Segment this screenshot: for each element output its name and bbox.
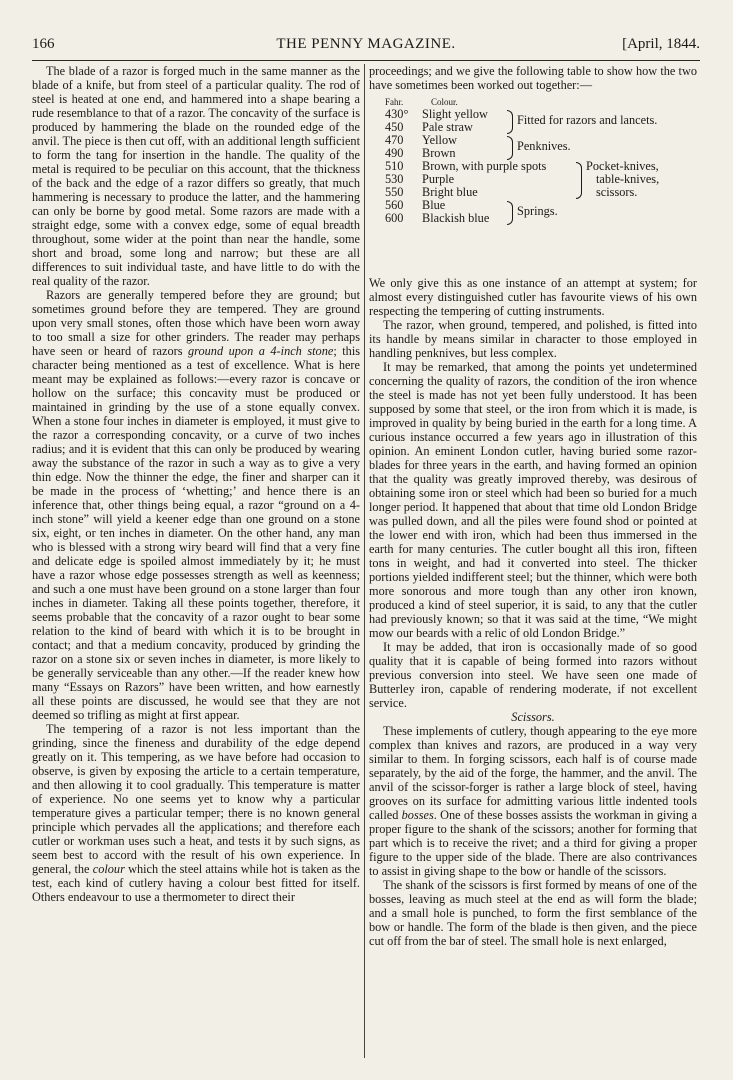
table-row: 430° Slight yellow	[385, 107, 488, 121]
table-row: 510 Brown, with purple spots	[385, 159, 547, 173]
table-row: 560 Blue	[385, 198, 446, 212]
group-label-table-knives: table-knives,	[596, 172, 660, 186]
brace-razors	[507, 110, 513, 134]
table-row: 470 Yellow	[385, 133, 457, 147]
table-row: 530 Purple	[385, 172, 455, 186]
paragraph-scissors-forging: These implements of cutlery, though appearing to the eye more complex than knives and razors, are produced in a way very similar to them. In forging scissors, each half is of course made separately, by the aid of the forge, the hammer, and the anvil. The anvil of the scissor-forger is rather a large block of steel, having grooves on its surface for admitting various little indented tools called bosses. One of these bosses assists the workman in giving a proper figure to the shank of the scissors; another for forming that part which is to receive the rivet; and a third for giving a proper figure to the upper side of the blade. There are also contrivances to assist in giving shape to the bow or handle of the scissors.	[369, 724, 697, 878]
group-label-razors: Fitted for razors and lancets.	[517, 113, 658, 127]
left-column	[32, 64, 360, 904]
table-row: 600 Blackish blue	[385, 211, 490, 225]
emphasis-colour: colour	[92, 862, 125, 876]
table-header-fahrenheit: Fahr.	[385, 97, 404, 107]
paragraph-system: We only give this as one instance of an attempt at system; for almost every distinguished cutler has favourite views of his own respecting the tempering of cutting instruments.	[369, 276, 697, 318]
group-label-penknives: Penknives.	[517, 139, 571, 153]
page-number: 166	[32, 36, 55, 52]
paragraph-handle: The razor, when ground, tempered, and polished, is fitted into its handle by means similar in character to those employed in handling penknives, but less complex.	[369, 318, 697, 360]
brace-springs	[507, 201, 513, 225]
paragraph-razor-tempering: The tempering of a razor is not less important than the grinding, since the fineness and durability of the edge depend greatly on it. This tempering, as we have before had occasion to observe, is given by exposing the article to a certain temperature, and then allowing it to cool gradually. This temperature is matter of experience. No one seems yet to know why a particular temperature gives a particular temper; there is no known general principle which pervades all the applications; and therefore each cutler or workman uses such a heat, and tests it by such signs, as seem best to accord with the result of his own experience. In general, the colour which the steel attains while hot is taken as the test, each kind of cutlery having a colour best fitted for itself. Others endeavour to use a thermometer to direct their	[32, 722, 360, 904]
section-title-scissors: Scissors.	[511, 710, 555, 724]
paragraph-butterley-iron: It may be added, that iron is occasionally made of so good quality that it is capable of being formed into razors without previous conversion into steel. We have seen one made of Butterley iron, capable of rendering moderate, if not excellent service.	[369, 640, 697, 710]
column-divider	[364, 64, 365, 1058]
table-row: 550 Bright blue	[385, 185, 478, 199]
group-label-springs: Springs.	[517, 204, 558, 218]
paragraph-london-bridge: It may be remarked, that among the points yet undetermined concerning the quality of razors, the condition of the iron whence the steel is made has not yet been fully understood. It has been supposed by some that steel, or the iron from which it is made, is improved in quality by being buried in the earth for a long time. A curious instance occurred a few years ago in illustration of this opinion. An eminent London cutler, having buried some razor-blades for three years in the earth, and having formed an opinion that the quality was greatly improved thereby, was desirous of obtaining some iron or steel which had been so buried for a much longer period. It happened that about that time old London Bridge was pulled down, and all the piles were found shod or pointed at the lower end with iron, which had been thus immersed in the earth for many centuries. The cutler bought all this iron, fifteen tons in weight, and had it converted into steel. The thicker portions yielded indifferent steel; but the thinner, which were both more sonorous and more tough than any other iron known, produced a kind of steel superior, it is said, to any that the cutler had previously known; so that it was said at the time, “We might mow our beards with a relic of old London Bridge.”	[369, 360, 697, 640]
brace-knives	[576, 162, 582, 199]
issue-date: [April, 1844.	[622, 36, 700, 52]
table-row: 490 Brown	[385, 146, 456, 160]
emphasis-bosses: bosses	[401, 808, 434, 822]
paragraph-razor-forging: The blade of a razor is forged much in the same manner as the blade of a knife, but from steel of a particular quality. The rod of steel is heated at one end, and hammered into a shape bearing a rude resemblance to that of a razor. The concavity of the surface is produced by hammering the blade on the rounded edge of the anvil. The piece is then cut off, with an additional length sufficient to form the tang for insertion in the handle. The quality of the metal is required to be peculiar on this account, that the thickness of the back and the edge of a razor differs so greatly, that much hammering is necessary to produce the latter, and the hammering can only be borne by good metal. Some razors are made with a straight edge, some with a convex edge, some of equal breadth throughout, some wider at the point than near the handle, some short and broad, some long and narrow; but these are all differences to suit individual taste, and have little to do with the real quality of the razor.	[32, 64, 360, 288]
paragraph-table-intro: proceedings; and we give the following table to show how the two have sometimes been worked out together:—	[369, 64, 697, 92]
table-row: 450 Pale straw	[385, 120, 473, 134]
paragraph-scissors-shank: The shank of the scissors is first formed by means of one of the bosses, leaving as much steel at the end as will form the blade; and a small hole is punched, to form the first semblance of the bow or handle. The form of the blade is then given, and the piece cut off from the bar of steel. The small hole is next enlarged,	[369, 878, 697, 948]
group-label-pocket-knives: Pocket-knives,	[586, 159, 659, 173]
page-header	[32, 36, 700, 56]
brace-penknives	[507, 136, 513, 160]
group-label-scissors: scissors.	[596, 185, 638, 199]
tempering-table	[369, 96, 697, 272]
emphasis-4-inch-stone: ground upon a 4-inch stone	[188, 344, 334, 358]
header-rule	[32, 60, 700, 61]
paragraph-razor-grinding: Razors are generally tempered before they are ground; but sometimes ground before they are tempered. They are ground upon very small stones, often those which have been worn away to too small a size for other grinders. The reader may perhaps have seen or heard of razors ground upon a 4-inch stone; this character being mentioned as a test of excellence. What is here meant may be explained as follows:—every razor is concave or hollow on the surface; this concavity must be produced or maintained in grinding by the use of a stone equally convex. When a stone four inches in diameter is employed, it must give to the razor a corresponding concavity, or a curve of two inches radius; and it is evident that this can only be produced by wearing away the substance of the razor in such a way as to give a very thin edge. Now the thinner the edge, the finer and sharper can it be made in the process of ‘whetting;’ and hence there is an inference that, other things being equal, a razor “ground on a 4-inch stone” will yield a keener edge than one ground on a stone six, eight, or ten inches in diameter. On the other hand, any man who is blessed with a strong wiry beard will find that a very fine and delicate edge is spoiled almost immediately by it; he must have a razor whose edge possesses strength as well as keenness; and such a one must have been ground on a stone larger than four inches in diameter. Taking all these points together, therefore, it seems probable that the concavity of a razor ought to bear some relation to the kind of beard with which it is to be brought in contact; and that a medium concavity, produced by grinding the razor on a stone six or seven inches in diameter, is more likely to be generally serviceable than any other.—If the reader knew how many “Essays on Razors” have been written, and how earnestly all these points are discussed, he would see that they are not deemed so trifling as might at first appear.	[32, 288, 361, 722]
table-header-colour: Colour.	[431, 97, 458, 107]
right-column	[369, 64, 697, 948]
magazine-title: THE PENNY MAGAZINE.	[276, 36, 456, 52]
